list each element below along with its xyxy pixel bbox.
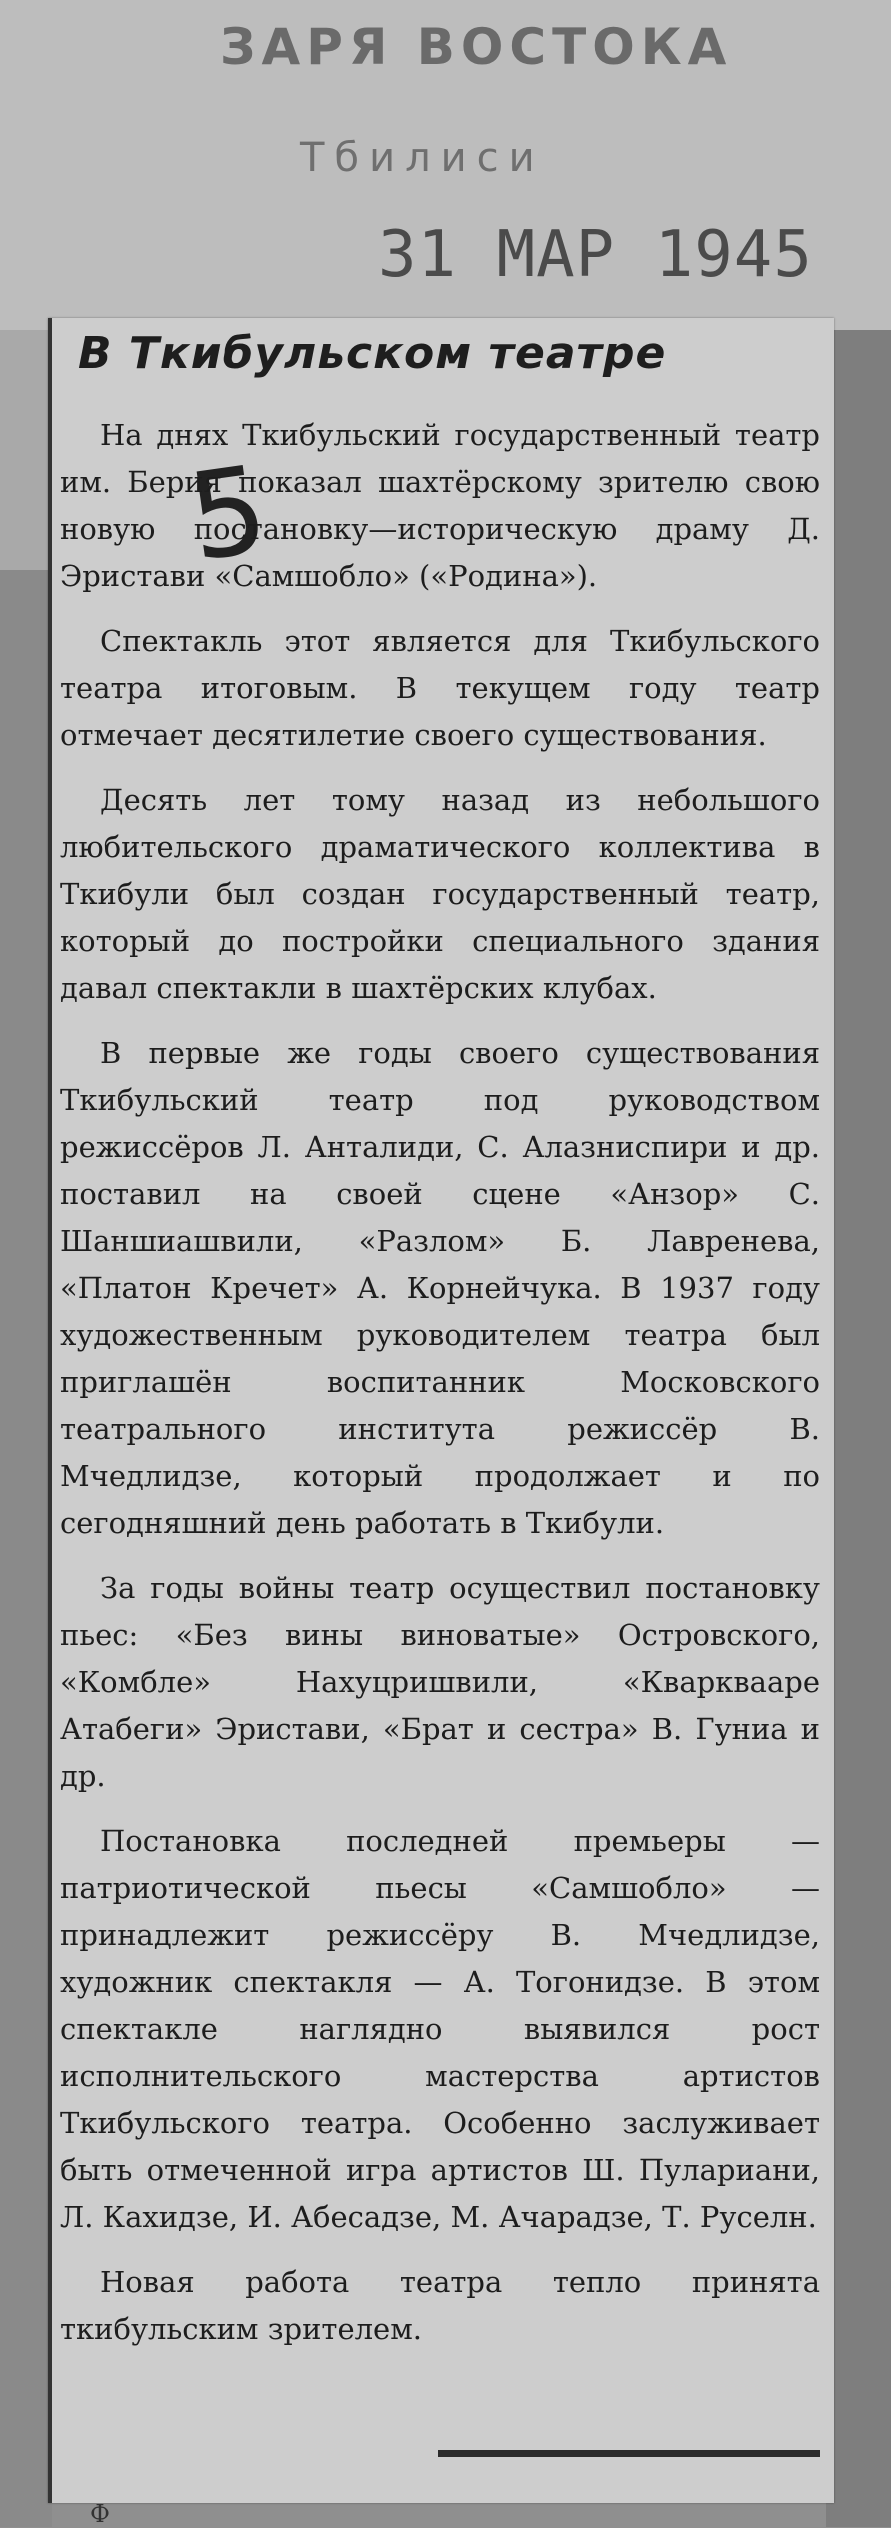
article-title: В Ткибульском театре <box>78 328 667 379</box>
article-paragraph: На днях Ткибульский государственный театр им. Берия показал шахтёрскому зрителю свою новую постановку—историческую драму Д. Эристави «Самшобло» («Родина»). <box>60 418 820 593</box>
article-paragraph: В первые же годы своего существования Ткибульский театр под руководством режиссёров Л. Анталиди, С. Алазниспири и др. поставил на своей сцене «Анзор» С. Шаншиашвили, «Разлом» Б. Лавренева, «Платон Кречет» А. Корнейчука. В 1937 году художественным руководителем театра был приглашён воспитанник Московского театрального института режиссёр В. Мчедлидзе, который продолжает и по сегодняшний день работать в Ткибули. <box>60 1036 820 1540</box>
article-body <box>60 412 820 2371</box>
date-stamp: 31 МАР 1945 <box>378 218 813 292</box>
closing-rule <box>438 2450 820 2457</box>
article-paragraph: Постановка последней премьеры — патриотической пьесы «Самшобло» — принадлежит режиссёру В. Мчедлидзе, художник спектакля — А. Тогонидзе. В этом спектакле наглядно выявился рост исполнительского мастерства артистов Ткибульского театра. Особенно заслуживает быть отмеченной игра артистов Ш. Пулариани, Л. Кахидзе, И. Абесадзе, М. Ачарадзе, Т. Руселн. <box>60 1824 820 2234</box>
newspaper-name-stamp: ЗАРЯ ВОСТОКА <box>220 18 733 76</box>
handwritten-number: 5 <box>180 440 276 589</box>
scan-background-left <box>0 570 52 2527</box>
article-paragraph: За годы войны театр осуществил постановку пьес: «Без вины виноватые» Островского, «Комбле» Нахуцришвили, «Кварквааре Атабеги» Эристави, «Брат и сестра» В. Гуниа и др. <box>60 1571 820 1793</box>
footer-mark: Ф <box>90 2500 110 2528</box>
article-paragraph: Десять лет тому назад из небольшого любительского драматического коллектива в Ткибули был создан государственный театр, который до постройки специального здания давал спектакли в шахтёрских клубах. <box>60 783 820 1005</box>
city-stamp: Тбилиси <box>300 135 545 181</box>
article-paragraph: Спектакль этот является для Ткибульского театра итоговым. В текущем году театр отмечает десятилетие своего существования. <box>60 624 820 752</box>
scan-background-right <box>826 330 891 2527</box>
article-paragraph: Новая работа театра тепло принята ткибульским зрителем. <box>60 2265 820 2346</box>
